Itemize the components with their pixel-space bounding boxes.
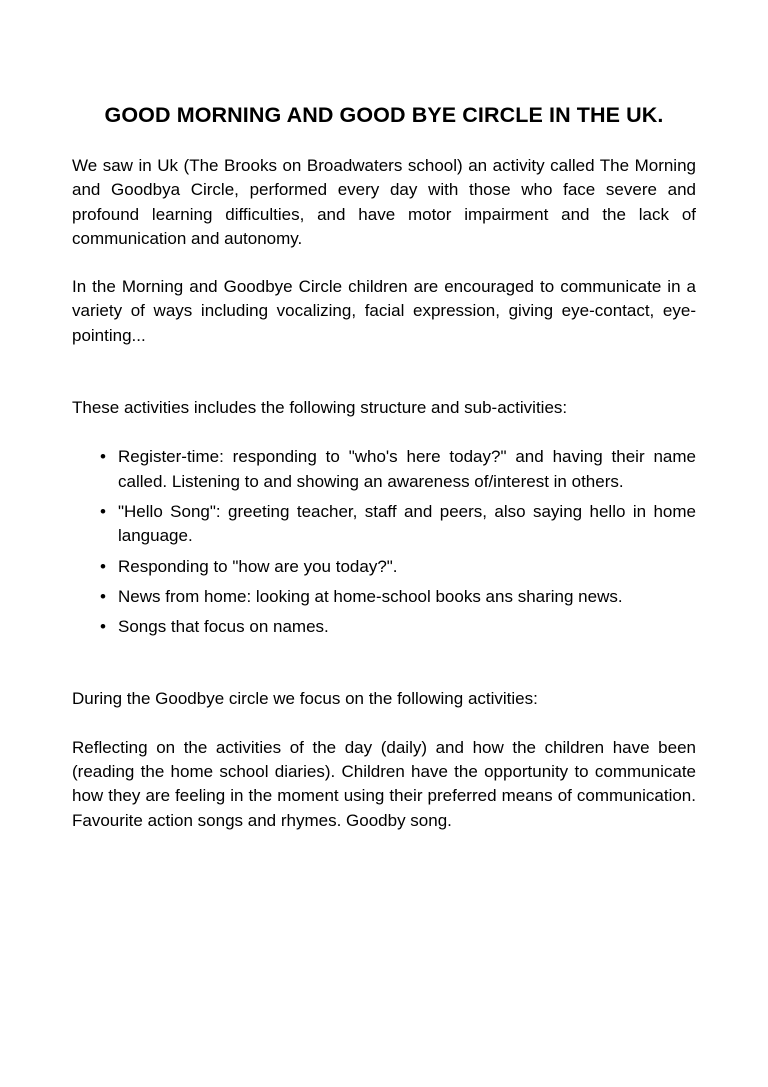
list-item [72, 445, 696, 494]
paragraph-goodbye-body: Reflecting on the activities of the day (daily) and how the children have been (reading the home school diaries). Children have the opportunity to communicate how they are feeling in the moment using their preferred means of communication. Favourite action songs and rhymes. Goodby song. [72, 737, 696, 830]
paragraph-intro-1: We saw in Uk (The Brooks on Broadwaters school) an activity called The Morning and Goodbya Circle, performed every day with those who face severe and profound learning difficulties, and have motor impairment and the lack of communication and autonomy. [72, 156, 696, 248]
list-item-text: "Hello Song": greeting teacher, staff and peers, also saying hello in home language. [118, 501, 696, 546]
spacer-between-paragraphs-1 [72, 251, 696, 275]
list-item-text: Register-time: responding to "who's here today?" and having their name called. Listening to and showing an awareness of/interest in others. [118, 447, 696, 491]
spacer-before-list-lead-in [72, 348, 696, 396]
list-item [72, 500, 696, 549]
list-item-text: Responding to "how are you today?". [118, 556, 398, 576]
bullet-marker-icon: • [100, 586, 106, 606]
bullet-marker-icon: • [100, 556, 106, 576]
list-item [72, 615, 696, 639]
list-item [72, 585, 696, 609]
spacer-before-bullet-list [72, 420, 696, 445]
list-item [72, 555, 696, 579]
paragraph-list-lead-in: These activities includes the following structure and sub-activities: [72, 398, 568, 418]
spacer-after-title [72, 130, 696, 154]
spacer-between-paragraphs-2 [72, 712, 696, 736]
spacer-after-bullet-list [72, 639, 696, 687]
bullet-marker-icon: • [100, 447, 106, 467]
bullet-marker-icon: • [100, 617, 106, 637]
list-item-text: News from home: looking at home-school books ans sharing news. [118, 586, 623, 606]
bullet-marker-icon: • [100, 501, 106, 521]
activities-bullet-list [72, 445, 696, 639]
paragraph-intro-2: In the Morning and Goodbye Circle children are encouraged to communicate in a variety of ways including vocalizing, facial expression, giving eye-contact, eye-pointing... [72, 277, 696, 345]
paragraph-goodbye-lead-in: During the Goodbye circle we focus on the following activities: [72, 689, 538, 709]
page-title: GOOD MORNING AND GOOD BYE CIRCLE IN THE UK. [104, 103, 664, 127]
document-body [72, 100, 696, 833]
list-item-text: Songs that focus on names. [118, 617, 329, 637]
